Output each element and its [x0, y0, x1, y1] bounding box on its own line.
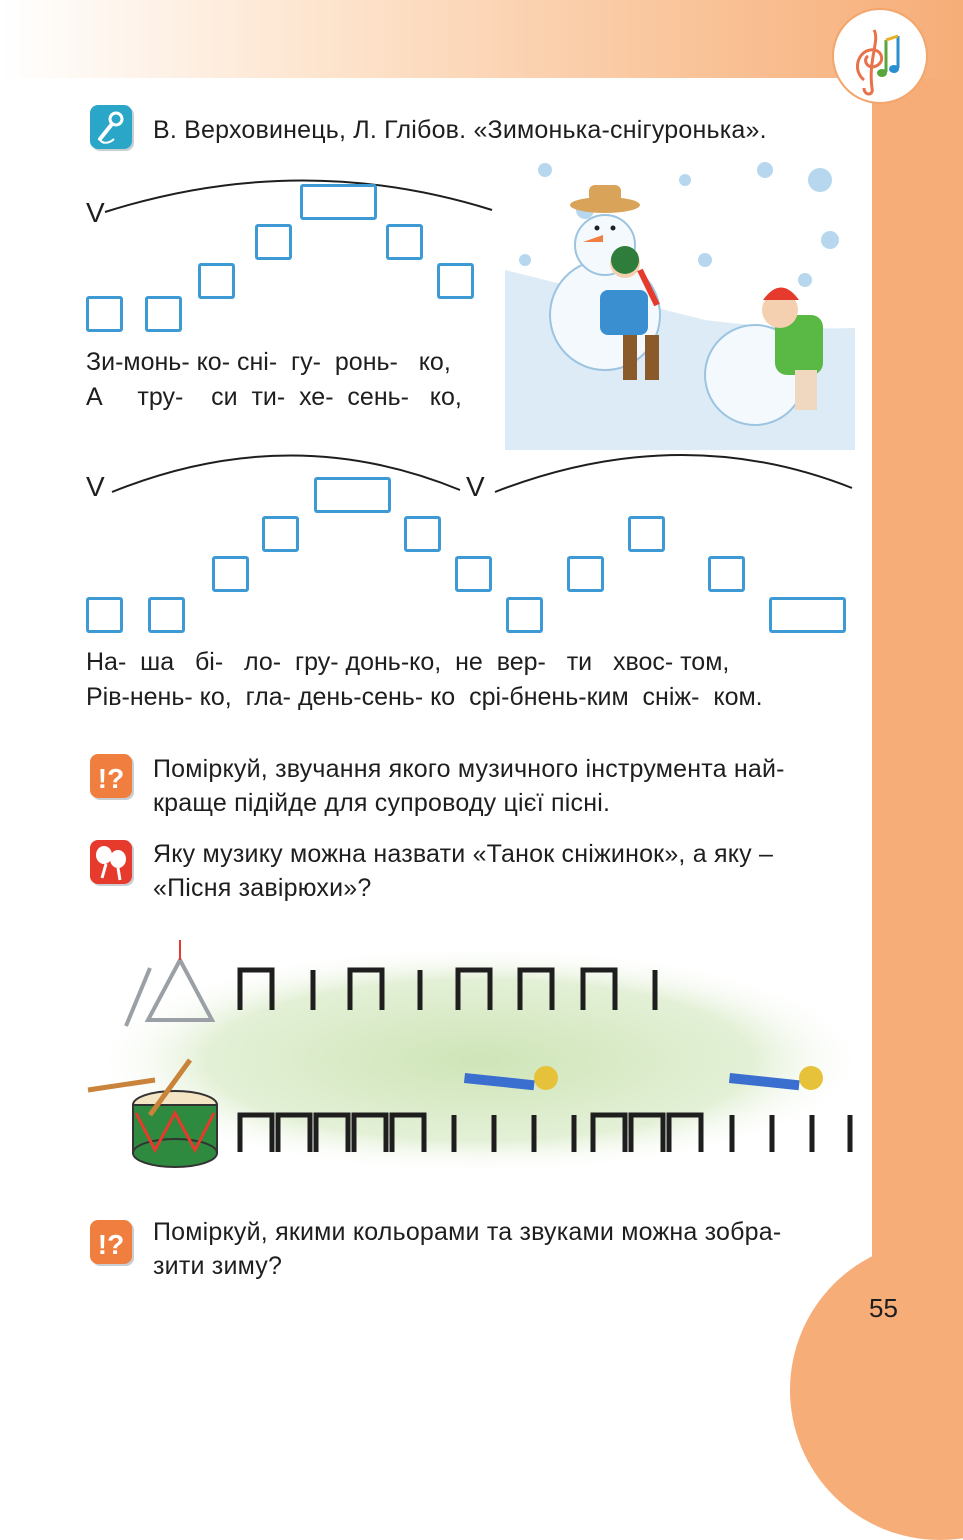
task-text: Поміркуй, звучання якого музичного інструмента най- краще підійде для супроводу цієї пісні. — [153, 755, 785, 817]
pitch-box — [506, 597, 543, 633]
pitch-box — [255, 224, 292, 260]
question-exclamation-icon — [88, 1218, 140, 1270]
winter-snowman-illustration — [505, 150, 855, 450]
pitch-box — [145, 296, 182, 332]
pitch-box-long — [314, 477, 391, 513]
pitch-box — [262, 516, 299, 552]
svg-text:!?: !? — [97, 763, 125, 794]
pitch-box — [86, 296, 123, 332]
svg-text:!?: !? — [97, 1229, 125, 1260]
lyric-line: Рів-нень- ко, гла- день-сень- ко срі-бнень-ким сніж- ком. — [86, 683, 763, 711]
pitch-box — [708, 556, 745, 592]
right-decor-band — [872, 78, 963, 1394]
pitch-box-long — [300, 184, 377, 220]
pitch-box — [437, 263, 474, 299]
pitch-box — [86, 597, 123, 633]
bottom-decor-blob — [790, 1240, 963, 1540]
breath-mark: V — [86, 471, 105, 502]
pitch-box — [212, 556, 249, 592]
pitch-box — [567, 556, 604, 592]
task-text: Яку музику можна назвати «Танок сніжинок», а яку – «Пісня завірюхи»? — [153, 840, 774, 902]
question-exclamation-icon — [88, 752, 140, 804]
phrase-arcs — [100, 440, 860, 500]
rhythm-exercise — [80, 930, 870, 1180]
pitch-box — [404, 516, 441, 552]
pitch-box — [198, 263, 235, 299]
page-number: 55 — [869, 1293, 898, 1323]
breath-mark: V — [466, 471, 485, 502]
lyric-line: А тру- си ти- хе- сень- ко, — [86, 383, 462, 411]
corner-badge — [832, 8, 928, 104]
pitch-box — [455, 556, 492, 592]
lyric-line: Зи-монь- ко- сні- гу- ронь- ко, — [86, 348, 451, 376]
treble-clef-notes-icon — [834, 10, 926, 102]
pitch-box — [628, 516, 665, 552]
maracas-icon — [88, 838, 140, 890]
pitch-box — [386, 224, 423, 260]
pitch-box-long — [769, 597, 846, 633]
task-text: Поміркуй, якими кольорами та звуками можна зобра- зити зиму? — [153, 1218, 782, 1280]
top-decor-band — [0, 0, 963, 78]
pitch-box — [148, 597, 185, 633]
breath-mark: V — [86, 197, 105, 228]
microphone-icon — [88, 103, 140, 155]
lyric-line: На- ша бі- ло- гру- донь-ко, не вер- ти хвос- том, — [86, 648, 730, 676]
song-title: В. Верховинець, Л. Глібов. «Зимонька-снігуронька». — [153, 116, 767, 144]
